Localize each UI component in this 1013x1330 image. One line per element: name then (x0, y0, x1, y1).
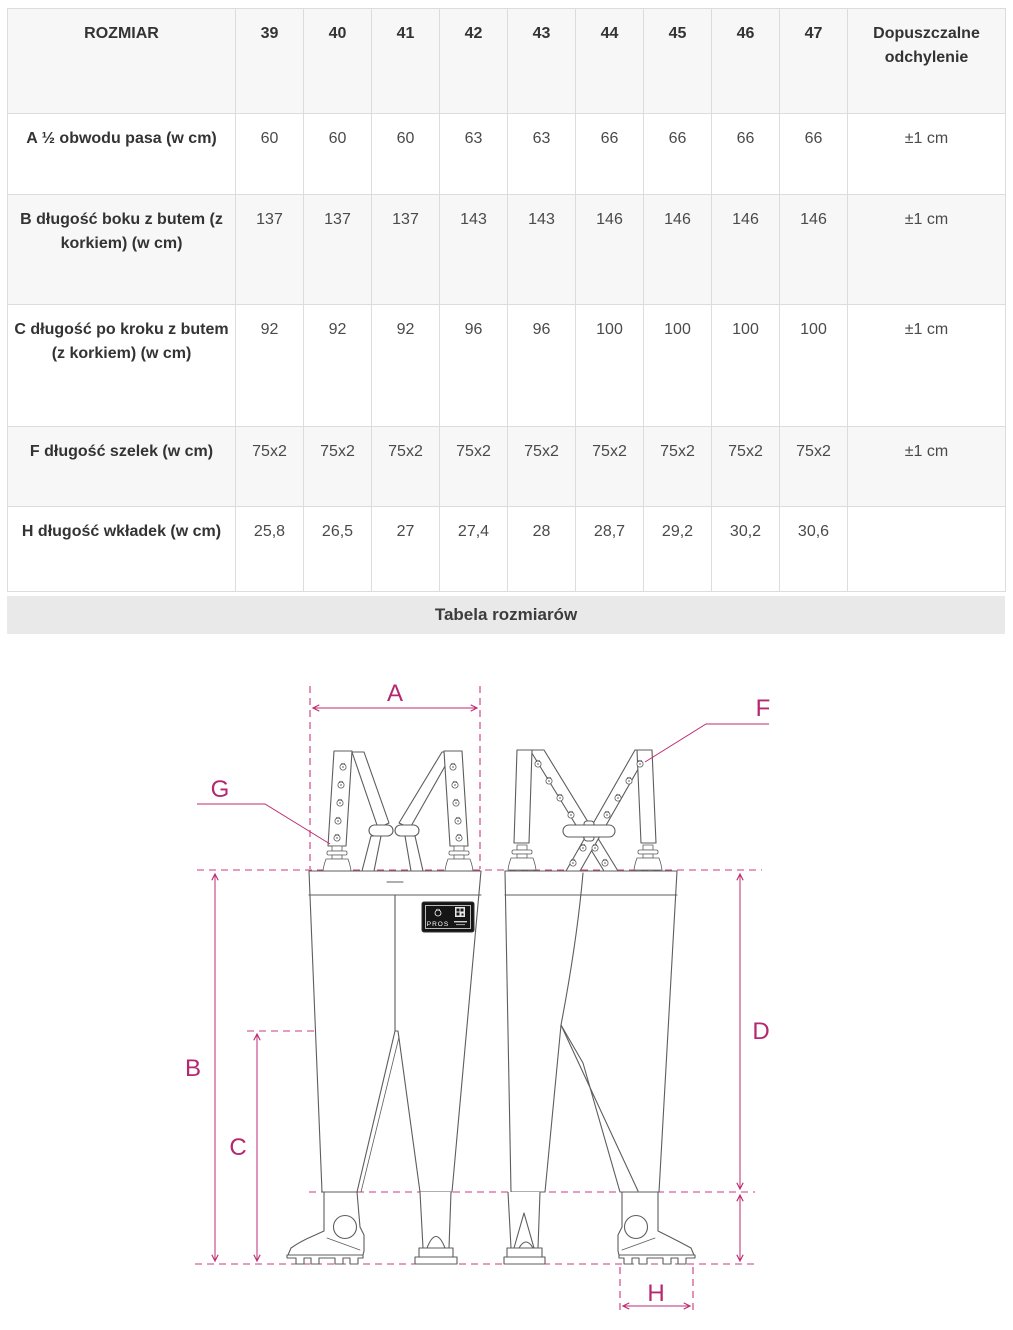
size-value: 96 (440, 305, 508, 427)
back-wader-suspenders (508, 750, 662, 871)
size-value: 143 (508, 195, 576, 305)
size-value: 63 (508, 114, 576, 195)
boot-side-right (618, 1192, 695, 1264)
size-value: 27,4 (440, 507, 508, 592)
dim-label-b: B (184, 1055, 202, 1082)
dim-label-g: G (210, 776, 230, 803)
size-value: 100 (712, 305, 780, 427)
suspender-buckle (323, 846, 351, 871)
size-value: 29,2 (644, 507, 712, 592)
size-value: 146 (780, 195, 848, 305)
column-header: 47 (780, 9, 848, 114)
size-value: 75x2 (644, 427, 712, 507)
size-value: 75x2 (372, 427, 440, 507)
front-view-wader (309, 871, 481, 1192)
size-value: 75x2 (304, 427, 372, 507)
size-value: 63 (440, 114, 508, 195)
row-label: B długość boku z butem (z korkiem) (w cm) (8, 195, 236, 305)
suspender-ring (369, 825, 393, 836)
boot-front-dome (415, 1192, 457, 1264)
row-label: C długość po kroku z butem (z korkiem) (w cm) (8, 305, 236, 427)
size-value: 28 (508, 507, 576, 592)
column-header: 45 (644, 9, 712, 114)
size-row (8, 427, 1006, 507)
dimension-lines (185, 680, 770, 1307)
size-row (8, 195, 1006, 305)
column-header: 46 (712, 9, 780, 114)
wader-silhouette (505, 871, 677, 1192)
dim-label-a: A (386, 680, 404, 707)
column-header: Dopuszczalne odchylenie (848, 9, 1006, 114)
size-value: 137 (236, 195, 304, 305)
tolerance-value: ±1 cm (848, 195, 1006, 305)
column-header: 41 (372, 9, 440, 114)
size-value: 26,5 (304, 507, 372, 592)
size-value: 27 (372, 507, 440, 592)
size-value: 92 (236, 305, 304, 427)
size-value: 137 (372, 195, 440, 305)
dim-label-h: H (647, 1280, 665, 1307)
suspender-strap (362, 836, 381, 871)
column-header: 40 (304, 9, 372, 114)
size-value: 60 (304, 114, 372, 195)
suspender-buckle (634, 845, 662, 870)
size-value: 30,2 (712, 507, 780, 592)
size-value: 100 (780, 305, 848, 427)
size-value: 66 (780, 114, 848, 195)
size-table (7, 8, 1006, 592)
suspender-buckle (508, 845, 536, 870)
sole-flange (415, 1257, 457, 1264)
tolerance-value (848, 507, 1006, 592)
size-row (8, 305, 1006, 427)
size-value: 146 (644, 195, 712, 305)
dim-label-d: D (752, 1018, 770, 1045)
size-value: 137 (304, 195, 372, 305)
size-table-header-row (8, 9, 1006, 114)
cleated-sole (287, 1255, 363, 1264)
row-label: F długość szelek (w cm) (8, 427, 236, 507)
size-value: 75x2 (780, 427, 848, 507)
table-caption: Tabela rozmiarów (7, 596, 1005, 634)
size-value: 75x2 (236, 427, 304, 507)
size-value: 146 (712, 195, 780, 305)
suspender-ring (395, 825, 419, 836)
suspender-strap (514, 750, 532, 843)
size-table-body (8, 114, 1006, 592)
tolerance-value: ±1 cm (848, 305, 1006, 427)
size-value: 143 (440, 195, 508, 305)
size-value: 96 (508, 305, 576, 427)
size-value: 25,8 (236, 507, 304, 592)
size-value: 75x2 (712, 427, 780, 507)
side-view-wader (505, 871, 677, 1192)
column-header: 42 (440, 9, 508, 114)
size-value: 28,7 (576, 507, 644, 592)
tolerance-value: ±1 cm (848, 427, 1006, 507)
boot-ankle-circle (625, 1216, 648, 1239)
size-value: 92 (372, 305, 440, 427)
size-value: 75x2 (576, 427, 644, 507)
size-value: 92 (304, 305, 372, 427)
size-value: 66 (712, 114, 780, 195)
size-value: 60 (372, 114, 440, 195)
boots (287, 1192, 695, 1264)
size-value: 66 (576, 114, 644, 195)
size-value: 75x2 (508, 427, 576, 507)
column-header: 44 (576, 9, 644, 114)
suspender-slider (563, 825, 615, 837)
size-value: 30,6 (780, 507, 848, 592)
size-value: 100 (644, 305, 712, 427)
column-header: ROZMIAR (8, 9, 236, 114)
size-row (8, 507, 1006, 592)
suspender-strap (405, 836, 423, 871)
cleated-sole (619, 1255, 695, 1264)
size-row (8, 114, 1006, 195)
patch-brand-text: PROS (426, 921, 450, 928)
dim-label-f: F (755, 695, 771, 722)
row-label: H długość wkładek (w cm) (8, 507, 236, 592)
dim-label-c: C (229, 1134, 247, 1161)
boot-ankle-circle (334, 1216, 357, 1239)
leader-line-f (645, 724, 769, 762)
boot-front-heel (504, 1192, 545, 1264)
column-header: 43 (508, 9, 576, 114)
suspender-strap (352, 752, 389, 828)
size-value: 66 (644, 114, 712, 195)
column-header: 39 (236, 9, 304, 114)
size-value: 75x2 (440, 427, 508, 507)
suspender-buckle (445, 846, 473, 871)
brand-patch (422, 902, 474, 932)
tolerance-value: ±1 cm (848, 114, 1006, 195)
size-value: 60 (236, 114, 304, 195)
construction-dashed-lines (195, 686, 762, 1313)
row-label: A ½ obwodu pasa (w cm) (8, 114, 236, 195)
front-wader-suspenders (323, 751, 473, 871)
sole-flange (504, 1257, 545, 1264)
size-value: 146 (576, 195, 644, 305)
size-value: 100 (576, 305, 644, 427)
boot-side-left (287, 1192, 364, 1264)
waders-diagram (7, 634, 1013, 1330)
